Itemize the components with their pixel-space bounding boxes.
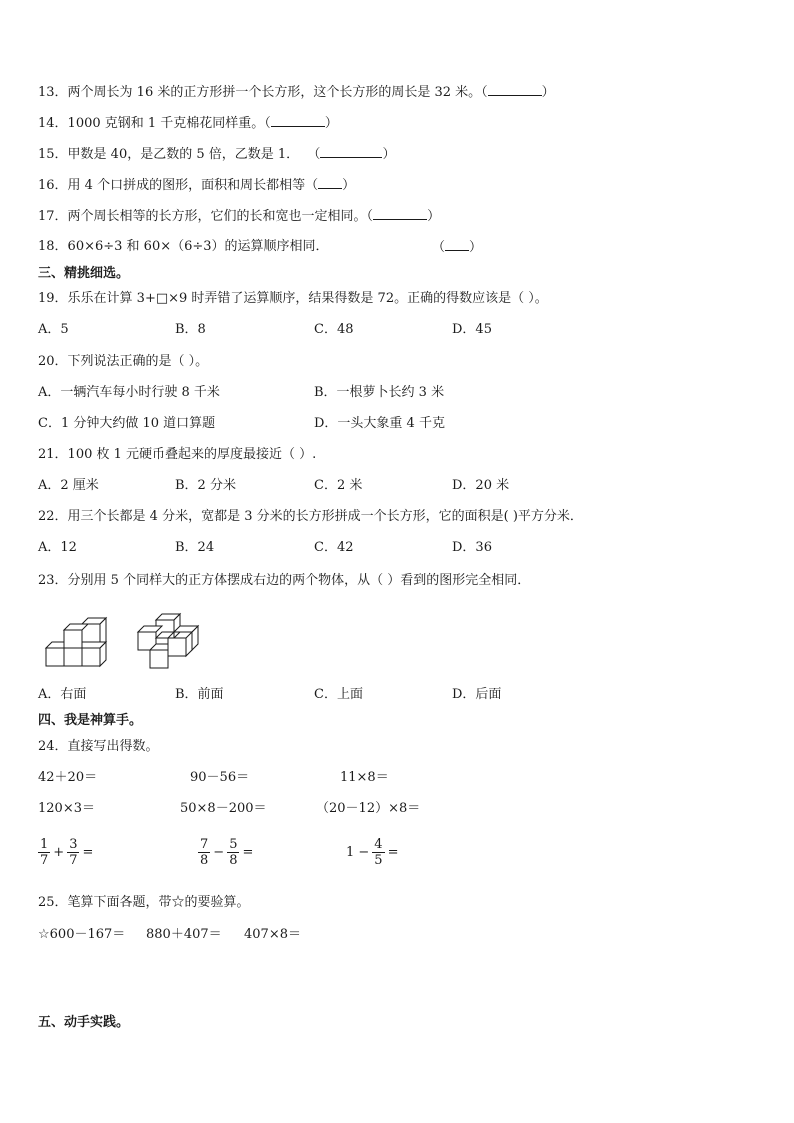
- denominator: 7: [40, 853, 49, 868]
- question-22: 22．用三个长都是 4 分米，宽都是 3 分米的长方形拼成一个长方形，它的面积是( )平方分米．: [38, 509, 583, 524]
- question-17: [38, 207, 440, 226]
- fraction: [198, 837, 210, 868]
- answer-blank[interactable]: [318, 176, 342, 189]
- q19-option-d[interactable]: D．45: [452, 322, 492, 337]
- q23-option-a[interactable]: A．右面: [38, 687, 87, 702]
- q23-option-d[interactable]: D．后面: [452, 687, 502, 702]
- calc-item: 42＋20＝: [38, 770, 98, 785]
- answer-bracket-open: （: [481, 85, 488, 100]
- operator: +: [53, 845, 65, 860]
- q20-option-c[interactable]: C．1 分钟大约做 10 道口算题: [38, 416, 216, 431]
- q19-option-b[interactable]: B．8: [175, 322, 206, 337]
- question-15: [38, 145, 395, 164]
- denominator: 5: [374, 853, 383, 868]
- question-24: 24．直接写出得数。: [38, 739, 159, 754]
- answer-bracket-open: （: [305, 178, 319, 193]
- question-15-text: 15．甲数是 40，是乙数的 5 倍，乙数是 1．: [38, 147, 300, 162]
- q21-option-d[interactable]: D．20 米: [452, 478, 510, 493]
- leading-term: 1 −: [346, 845, 370, 860]
- calc-item: 11×8＝: [340, 770, 389, 785]
- written-calc-item: 407×8＝: [244, 927, 301, 942]
- question-17-text: 17．两个周长相等的长方形，它们的长和宽也一定相同。: [38, 209, 367, 224]
- fraction-expression-2: [198, 837, 253, 868]
- written-calc-item: 880＋407＝: [146, 927, 222, 942]
- q22-option-b[interactable]: B．24: [175, 540, 215, 555]
- answer-bracket-close: ）: [342, 178, 356, 193]
- section-3-heading: 三、精挑细选。: [38, 266, 130, 281]
- answer-bracket-open: （: [264, 116, 271, 131]
- q23-option-c[interactable]: C．上面: [314, 687, 363, 702]
- question-14: [38, 114, 338, 133]
- answer-bracket-open: （: [307, 147, 321, 162]
- equals-sign: =: [387, 845, 399, 860]
- answer-bracket-close: ）: [427, 209, 441, 224]
- answer-blank[interactable]: [373, 207, 427, 220]
- question-16: [38, 176, 355, 195]
- question-18-text: 18．60×6÷3 和 60×（6÷3）的运算顺序相同．: [38, 239, 329, 254]
- answer-blank[interactable]: [271, 114, 325, 127]
- q22-option-a[interactable]: A．12: [38, 540, 77, 555]
- question-14-text: 14．1000 克钢和 1 千克棉花同样重。: [38, 116, 265, 131]
- q20-option-b[interactable]: B．一根萝卜长约 3 米: [314, 385, 445, 400]
- section-5-heading: 五、动手实践。: [38, 1015, 130, 1030]
- cube-figure-left: [44, 612, 108, 668]
- cube-figure-right: [134, 606, 206, 670]
- fraction: [38, 837, 50, 868]
- question-20: 20．下列说法正确的是（ ）。: [38, 354, 209, 369]
- operator: −: [213, 845, 225, 860]
- calc-item: 90－56＝: [190, 770, 250, 785]
- answer-bracket-close: ）: [541, 85, 555, 100]
- fraction: [372, 837, 384, 868]
- q21-option-b[interactable]: B．2 分米: [175, 478, 236, 493]
- written-calc-item: ☆600－167＝: [38, 927, 126, 942]
- answer-bracket-open: （: [366, 209, 374, 224]
- denominator: 8: [229, 853, 238, 868]
- equals-sign: =: [242, 845, 254, 860]
- answer-blank[interactable]: [320, 145, 382, 158]
- q20-option-a[interactable]: A．一辆汽车每小时行驶 8 千米: [38, 385, 220, 400]
- question-13-text: 13．两个周长为 16 米的正方形拼一个长方形，这个长方形的周长是 32 米。: [38, 85, 482, 100]
- q22-option-d[interactable]: D．36: [452, 540, 492, 555]
- q19-option-c[interactable]: C．48: [314, 322, 354, 337]
- answer-area: [432, 238, 482, 257]
- question-21: 21．100 枚 1 元硬币叠起来的厚度最接近（ ）.: [38, 447, 317, 462]
- answer-blank[interactable]: [488, 83, 542, 96]
- equals-sign: =: [82, 845, 94, 860]
- numerator: 5: [229, 837, 238, 852]
- fraction: [67, 837, 79, 868]
- q20-option-d[interactable]: D．一头大象重 4 千克: [314, 416, 445, 431]
- question-25: 25．笔算下面各题，带☆的要验算。: [38, 895, 250, 910]
- numerator: 3: [69, 837, 78, 852]
- calc-item: （20－12）×8＝: [316, 801, 421, 816]
- answer-bracket-close: ）: [382, 147, 396, 162]
- denominator: 7: [69, 853, 78, 868]
- numerator: 7: [200, 837, 209, 852]
- q21-option-c[interactable]: C．2 米: [314, 478, 363, 493]
- calc-item: 120×3＝: [38, 801, 95, 816]
- section-4-heading: 四、我是神算手。: [38, 713, 143, 728]
- q22-option-c[interactable]: C．42: [314, 540, 354, 555]
- answer-bracket-close: ）: [324, 116, 338, 131]
- answer-bracket-open: （: [432, 240, 446, 255]
- numerator: 1: [40, 837, 49, 852]
- fraction-expression-3: [346, 837, 398, 868]
- q19-option-a[interactable]: A．5: [38, 322, 69, 337]
- question-13: [38, 83, 555, 102]
- question-18: [38, 238, 483, 256]
- denominator: 8: [200, 853, 209, 868]
- question-16-text: 16．用 4 个口拼成的图形，面积和周长都相等: [38, 178, 306, 193]
- calc-item: 50×8－200＝: [180, 801, 267, 816]
- q23-option-b[interactable]: B．前面: [175, 687, 224, 702]
- answer-bracket-close: ）: [469, 240, 483, 255]
- question-19: 19．乐乐在计算 3+□×9 时弄错了运算顺序，结果得数是 72。正确的得数应该是（ ）。: [38, 291, 548, 306]
- numerator: 4: [374, 837, 383, 852]
- fraction: [227, 837, 239, 868]
- fraction-expression-1: [38, 837, 93, 868]
- answer-blank[interactable]: [445, 238, 469, 251]
- q21-option-a[interactable]: A．2 厘米: [38, 478, 99, 493]
- question-23: 23．分别用 5 个同样大的正方体摆成右边的两个物体，从（ ）看到的图形完全相同．: [38, 573, 531, 588]
